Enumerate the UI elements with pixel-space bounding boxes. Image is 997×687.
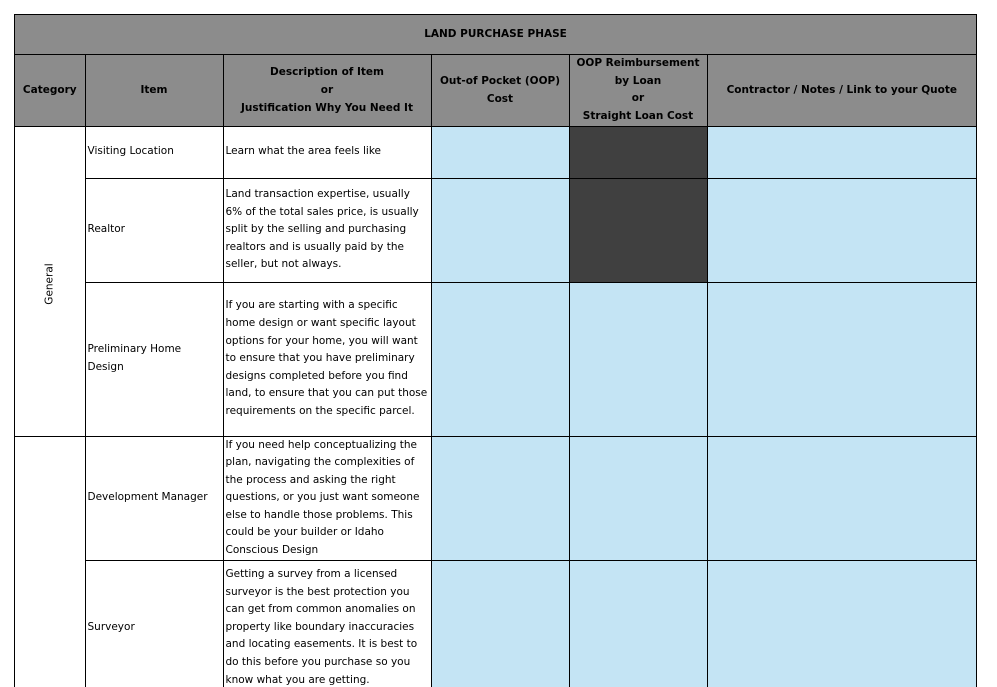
table-row xyxy=(15,126,976,178)
item-cell: Development Manager xyxy=(85,436,223,560)
reimbursement-input[interactable] xyxy=(569,282,707,436)
reimbursement-input[interactable] xyxy=(569,560,707,687)
category-cell-general xyxy=(15,126,85,436)
table-row xyxy=(15,282,976,436)
category-cell xyxy=(15,436,85,687)
header-oop-line: Out-of Pocket (OOP) xyxy=(440,75,560,87)
oop-cost-input[interactable] xyxy=(431,126,569,178)
category-label: General xyxy=(43,262,56,305)
notes-input[interactable] xyxy=(707,178,976,282)
oop-cost-input[interactable] xyxy=(431,178,569,282)
description-cell: Learn what the area feels like xyxy=(223,126,431,178)
item-cell: Preliminary Home Design xyxy=(85,282,223,436)
notes-input[interactable] xyxy=(707,282,976,436)
notes-input[interactable] xyxy=(707,436,976,560)
item-cell: Realtor xyxy=(85,178,223,282)
header-reimb-line: or xyxy=(631,92,645,104)
header-row xyxy=(15,54,976,126)
header-description xyxy=(223,54,431,126)
description-cell: If you need help conceptualizing the plan, navigating the complexities of the process and asking the right questions, or you just want someone else to handle those problems. This could be your builder or Idaho Conscious Design xyxy=(223,436,431,560)
header-reimb-line: by Loan xyxy=(614,74,662,87)
table-row xyxy=(15,560,976,687)
header-reimbursement xyxy=(569,54,707,126)
description-cell: Getting a survey from a licensed surveyor is the best protection you can get from common anomalies on property like boundary inaccuracies and locating easements. It is best to do this before you purchase so you know what you are getting. xyxy=(223,560,431,687)
header-item: Item xyxy=(85,54,223,126)
description-cell: Land transaction expertise, usually 6% of the total sales price, is usually split by the selling and purchasing realtors and is usually paid by the seller, but not always. xyxy=(223,178,431,282)
table-row xyxy=(15,178,976,282)
reimbursement-input[interactable] xyxy=(569,436,707,560)
header-reimb-line: Straight Loan Cost xyxy=(582,109,694,122)
item-cell: Visiting Location xyxy=(85,126,223,178)
reimbursement-blocked-cell xyxy=(569,126,707,178)
oop-cost-input[interactable] xyxy=(431,282,569,436)
header-description-line: Description of Item xyxy=(270,66,384,78)
header-category: Category xyxy=(15,54,85,126)
reimbursement-blocked-cell xyxy=(569,178,707,282)
oop-cost-input[interactable] xyxy=(431,560,569,687)
cost-table xyxy=(15,15,976,687)
item-cell: Surveyor xyxy=(85,560,223,687)
description-cell: If you are starting with a specific home design or want specific layout options for your home, you will want to ensure that you have preliminary designs completed before you find land, to ensure that you can put those requirements on the specific parcel. xyxy=(223,282,431,436)
table-row xyxy=(15,436,976,560)
phase-title: LAND PURCHASE PHASE xyxy=(15,15,976,54)
header-oop-line: Cost xyxy=(486,93,514,105)
land-purchase-sheet xyxy=(14,14,977,687)
header-description-line: or xyxy=(320,84,334,96)
header-description-line: Justification Why You Need It xyxy=(241,102,413,114)
notes-input[interactable] xyxy=(707,126,976,178)
header-reimb-line: OOP Reimbursement xyxy=(576,57,700,69)
notes-input[interactable] xyxy=(707,560,976,687)
header-notes: Contractor / Notes / Link to your Quote xyxy=(707,54,976,126)
oop-cost-input[interactable] xyxy=(431,436,569,560)
header-oop-cost xyxy=(431,54,569,126)
